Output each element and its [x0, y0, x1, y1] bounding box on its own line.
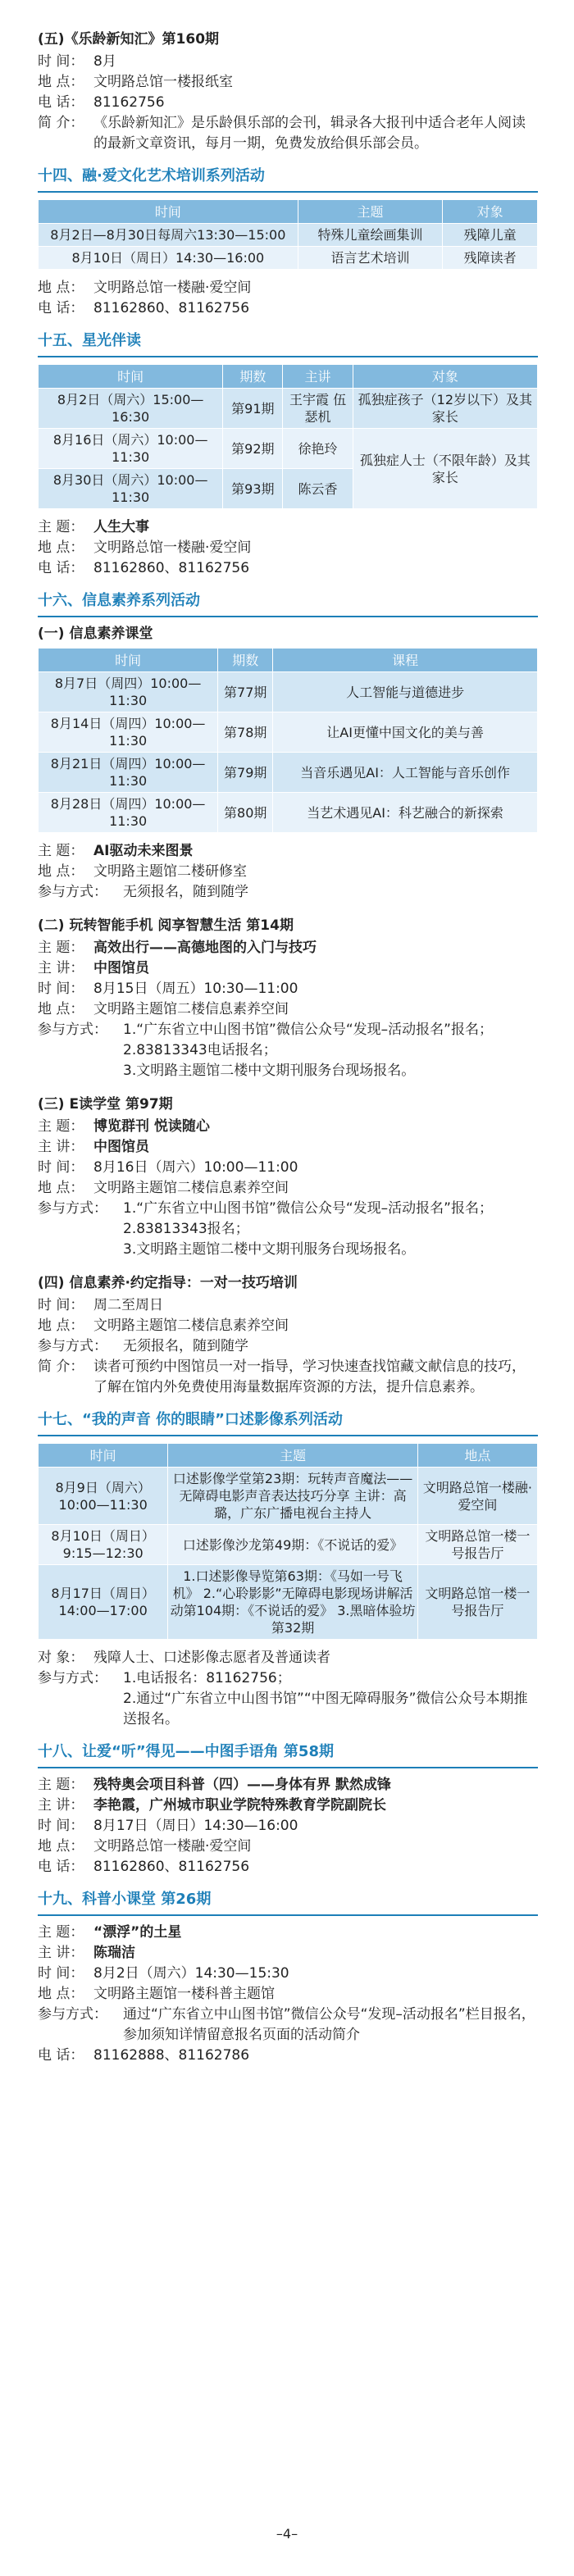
table-header: 时间 — [39, 200, 298, 224]
page-number: –4– — [276, 2526, 298, 2542]
info-row: 时 间： 8月 — [38, 53, 116, 70]
table-header: 主题 — [168, 1444, 418, 1468]
info-row: 参与方式： 1.“广东省立中山图书馆”微信公众号“发现–活动报名”报名； — [38, 1200, 493, 1217]
table-header: 主题 — [298, 200, 443, 224]
info-row: 时 间： 8月17日（周日）14:30—16:00 — [38, 1818, 298, 1834]
info-row: 地 点： 文明路总馆一楼融·爱空间 — [38, 280, 252, 296]
table-row: 8月2日（周六）15:00—16:30 第91期 王宇霞 伍瑟机 孤独症孩子（12岁以下）及其家长 — [39, 389, 538, 429]
info-row: 地 点： 文明路主题馆二楼研修室 — [38, 863, 247, 880]
info-row: 简 介： 《乐龄新知汇》是乐龄俱乐部的会刊，辑录各大报刊中适合老年人阅读的最新文章资讯，每月一期，免费发放给俱乐部会员。 — [38, 115, 526, 152]
info-row: 主 题： 残特奥会项目科普（四）——身体有界 默然成锋 — [38, 1777, 391, 1793]
subsection-title: (一) 信息素养课堂 — [38, 626, 153, 642]
info-row: 主 讲： 中图馆员 — [38, 1139, 149, 1155]
section-title: 十九、科普小课堂 第26期 — [38, 1889, 538, 1916]
info-row: 主 讲： 陈瑞洁 — [38, 1945, 135, 1961]
info-row: 主 题： 人生大事 — [38, 519, 149, 535]
info-row: 电 话： 81162860、81162756 — [38, 1859, 250, 1875]
table-row: 8月14日（周四）10:00—11:30 第78期 让AI更懂中国文化的美与善 — [39, 712, 538, 753]
table-header: 对象 — [443, 200, 538, 224]
info-row: 对 象： 残障人士、口述影像志愿者及普通读者 — [38, 1650, 330, 1666]
table-row: 8月2日—8月30日每周六13:30—15:00 特殊儿童绘画集训 残障儿童 — [39, 224, 538, 247]
table-header: 地点 — [417, 1444, 537, 1468]
table-row: 8月28日（周四）10:00—11:30 第80期 当艺术遇见AI：科艺融合的新探索 — [39, 793, 538, 833]
schedule-table — [38, 199, 538, 270]
table-row: 8月17日（周日）14:00—17:00 1.口述影像导览第63期：《马如一号飞机》 2.“心聆影影”无障碍电影现场讲解活动第104期：《不说话的爱》 3.黑暗体验坊第32期 文明路总馆一楼一号报告厅 — [39, 1565, 538, 1640]
info-row: 地 点： 文明路主题馆二楼信息素养空间 — [38, 1180, 289, 1196]
section-title: 十四、融·爱文化艺术培训系列活动 — [38, 166, 538, 193]
table-header: 时间 — [39, 365, 223, 389]
info-row: 主 题： 高效出行——高德地图的入门与技巧 — [38, 940, 317, 956]
schedule-table — [38, 364, 538, 509]
table-header: 期数 — [223, 365, 283, 389]
info-row: 电 话： 81162860、81162756 — [38, 300, 250, 316]
table-row: 8月10日（周日）9:15—12:30 口述影像沙龙第49期：《不说话的爱》 文明路总馆一楼一号报告厅 — [39, 1525, 538, 1565]
info-row: 时 间： 8月15日（周五）10:30—11:00 — [38, 981, 298, 997]
info-row: 2.83813343报名； — [123, 1221, 249, 1237]
table-row: 8月7日（周四）10:00—11:30 第77期 人工智能与道德进步 — [39, 672, 538, 712]
info-row: 电 话： 81162888、81162786 — [38, 2047, 250, 2064]
info-row: 简 介： 读者可预约中图馆员一对一指导，学习快速查找馆藏文献信息的技巧，了解在馆内外免费使用海量数据库资源的方法，提升信息素养。 — [38, 1359, 526, 1395]
info-row: 主 题： “漂浮”的土星 — [38, 1924, 182, 1941]
info-row: 参与方式： 通过“广东省立中山图书馆”微信公众号“发现–活动报名”栏目报名，参加须知详情留意报名页面的活动简介 — [38, 2006, 535, 2043]
info-row: 3.文明路主题馆二楼中文期刊服务台现场报名。 — [123, 1241, 416, 1258]
table-header: 时间 — [39, 649, 218, 672]
info-row: 电 话： 81162756 — [38, 94, 165, 111]
section-title: 十五、星光伴读 — [38, 330, 538, 357]
program-page — [38, 25, 538, 2066]
info-row: 地 点： 文明路总馆一楼融·爱空间 — [38, 1838, 252, 1855]
info-row: 3.文明路主题馆二楼中文期刊服务台现场报名。 — [123, 1063, 416, 1079]
table-row: 8月10日（周日）14:30—16:00 语言艺术培训 残障读者 — [39, 247, 538, 270]
subsection-title: (二) 玩转智能手机 阅享智慧生活 第14期 — [38, 917, 294, 934]
table-header: 时间 — [39, 1444, 168, 1468]
info-row: 主 题： 博览群刊 悦读随心 — [38, 1118, 210, 1135]
info-row: 2.83813343电话报名； — [123, 1042, 277, 1058]
table-header: 对象 — [353, 365, 537, 389]
subsection-title: (三) E读学堂 第97期 — [38, 1096, 173, 1113]
table-row: 8月9日（周六）10:00—11:30 口述影像学堂第23期：玩转声音魔法——无障碍电影声音表达技巧分享 主讲：高璐，广东广播电视台主持人 文明路总馆一楼融·爱空间 — [39, 1468, 538, 1525]
section-title: 十八、让爱“听”得见——中图手语角 第58期 — [38, 1741, 538, 1768]
info-row: 地 点： 文明路总馆一楼融·爱空间 — [38, 539, 252, 556]
table-row: 8月30日（周六）10:00—11:30 第93期 陈云香 — [39, 469, 538, 509]
table-row: 8月16日（周六）10:00—11:30 第92期 徐艳玲 孤独症人士（不限年龄）及其家长 — [39, 429, 538, 469]
info-row: 地 点： 文明路主题馆二楼信息素养空间 — [38, 1318, 289, 1334]
section-title: 十七、“我的声音 你的眼睛”口述影像系列活动 — [38, 1409, 538, 1436]
info-row: 主 讲： 中图馆员 — [38, 960, 149, 976]
table-row: 8月21日（周四）10:00—11:30 第79期 当音乐遇见AI：人工智能与音乐创作 — [39, 753, 538, 793]
table-header: 课程 — [273, 649, 538, 672]
info-row: 主 讲： 李艳霞，广州城市职业学院特殊教育学院副院长 — [38, 1797, 386, 1814]
info-row: 地 点： 文明路主题馆二楼信息素养空间 — [38, 1001, 289, 1017]
info-row: 地 点： 文明路主题馆一楼科普主题馆 — [38, 1986, 275, 2002]
info-row: 参与方式： 1.“广东省立中山图书馆”微信公众号“发现–活动报名”报名； — [38, 1022, 493, 1038]
info-block — [38, 52, 538, 154]
schedule-table — [38, 648, 538, 833]
info-row: 主 题： AI驱动未来图景 — [38, 843, 194, 859]
info-row: 时 间： 8月2日（周六）14:30—15:30 — [38, 1965, 289, 1982]
info-row: 参与方式： 1.电话报名：81162756； — [38, 1670, 291, 1686]
table-header: 主讲 — [283, 365, 353, 389]
info-row: 参与方式： 无须报名，随到随学 — [38, 1338, 248, 1354]
info-row: 地 点： 文明路总馆一楼报纸室 — [38, 74, 233, 90]
info-row: 2.通过“广东省立中山图书馆”“中图无障碍服务”微信公众号本期推送报名。 — [123, 1691, 528, 1727]
subsection-title: (四) 信息素养·约定指导：一对一技巧培训 — [38, 1275, 298, 1291]
info-row: 时 间： 周二至周日 — [38, 1297, 163, 1313]
table-header: 期数 — [218, 649, 273, 672]
info-row: 参与方式： 无须报名，随到随学 — [38, 884, 248, 900]
section-title: 十六、信息素养系列活动 — [38, 590, 538, 617]
info-row: 电 话： 81162860、81162756 — [38, 560, 250, 576]
schedule-table — [38, 1443, 538, 1640]
section-title: (五)《乐龄新知汇》第160期 — [38, 31, 220, 48]
info-row: 时 间： 8月16日（周六）10:00—11:00 — [38, 1159, 298, 1176]
